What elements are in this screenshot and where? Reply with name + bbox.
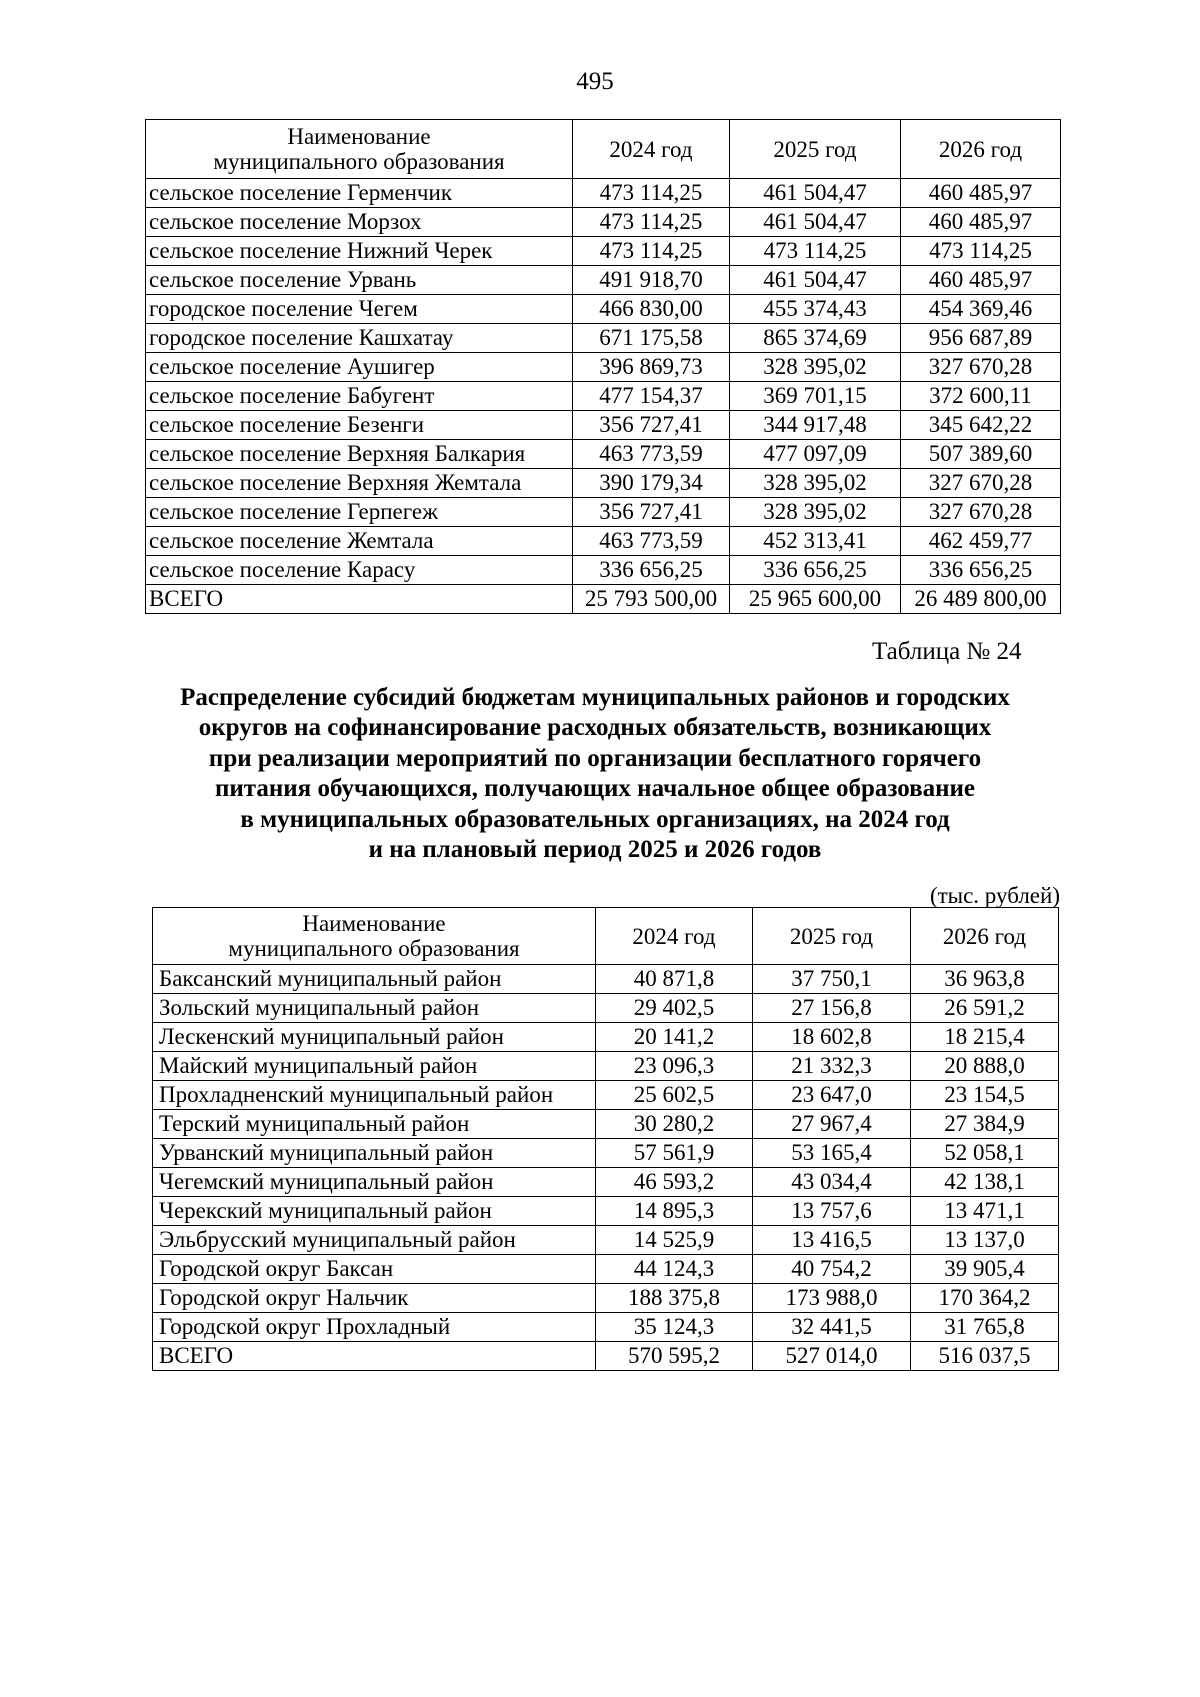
table-row	[153, 1226, 1059, 1255]
table-row	[146, 498, 1061, 527]
value-2025-cell: 328 395,02	[730, 353, 901, 382]
value-2024-cell: 671 175,58	[573, 324, 730, 353]
value-2025-cell: 461 504,47	[730, 208, 901, 237]
value-2026-cell: 462 459,77	[901, 527, 1061, 556]
value-2025-cell: 452 313,41	[730, 527, 901, 556]
table-row	[153, 965, 1059, 994]
table-row	[153, 1313, 1059, 1342]
value-2024-cell: 25 602,5	[596, 1081, 753, 1110]
municipality-cell: сельское поселение Карасу	[146, 556, 573, 585]
column-header-line: Наименование	[287, 124, 431, 149]
value-2024-cell: 356 727,41	[573, 411, 730, 440]
table-row	[146, 585, 1061, 614]
municipality-cell: Городской округ Прохладный	[153, 1313, 596, 1342]
value-2026-cell: 170 364,2	[911, 1284, 1059, 1313]
value-2024-cell: 473 114,25	[573, 208, 730, 237]
municipality-cell: Эльбрусский муниципальный район	[153, 1226, 596, 1255]
municipality-cell: Баксанский муниципальный район	[153, 965, 596, 994]
value-2024-cell: 463 773,59	[573, 440, 730, 469]
table-number-label: Таблица № 24	[872, 638, 1022, 665]
table-row	[153, 1255, 1059, 1284]
value-2024-cell: 477 154,37	[573, 382, 730, 411]
value-2024-cell: 473 114,25	[573, 179, 730, 208]
table-row	[146, 324, 1061, 353]
municipality-cell: сельское поселение Бабугент	[146, 382, 573, 411]
value-2026-cell: 27 384,9	[911, 1110, 1059, 1139]
value-2026-cell: 13 471,1	[911, 1197, 1059, 1226]
value-2026-cell: 473 114,25	[901, 237, 1061, 266]
municipality-cell: Лескенский муниципальный район	[153, 1023, 596, 1052]
table-row	[146, 556, 1061, 585]
value-2024-cell: 25 793 500,00	[573, 585, 730, 614]
municipality-cell: городское поселение Чегем	[146, 295, 573, 324]
municipality-cell: сельское поселение Урвань	[146, 266, 573, 295]
value-2026-cell: 42 138,1	[911, 1168, 1059, 1197]
column-header-line: Наименование	[302, 911, 446, 936]
value-2025-cell: 37 750,1	[753, 965, 911, 994]
value-2024-cell: 30 280,2	[596, 1110, 753, 1139]
value-2026-cell: 39 905,4	[911, 1255, 1059, 1284]
value-2026-cell: 20 888,0	[911, 1052, 1059, 1081]
value-2025-cell: 27 967,4	[753, 1110, 911, 1139]
value-2026-cell: 507 389,60	[901, 440, 1061, 469]
municipality-cell: Майский муниципальный район	[153, 1052, 596, 1081]
page-number: 495	[576, 68, 614, 95]
value-2025-cell: 473 114,25	[730, 237, 901, 266]
value-2026-cell: 327 670,28	[901, 353, 1061, 382]
column-header-2025: 2025 год	[753, 908, 911, 965]
municipality-cell: ВСЕГО	[153, 1342, 596, 1371]
table-title-line: и на плановый период 2025 и 2026 годов	[368, 836, 822, 864]
value-2025-cell: 455 374,43	[730, 295, 901, 324]
table-row	[153, 1023, 1059, 1052]
municipality-cell: сельское поселение Аушигер	[146, 353, 573, 382]
value-2024-cell: 356 727,41	[573, 498, 730, 527]
value-2025-cell: 53 165,4	[753, 1139, 911, 1168]
municipality-cell: Городской округ Нальчик	[153, 1284, 596, 1313]
value-2024-cell: 57 561,9	[596, 1139, 753, 1168]
value-2026-cell: 327 670,28	[901, 469, 1061, 498]
value-2024-cell: 188 375,8	[596, 1284, 753, 1313]
value-2026-cell: 454 369,46	[901, 295, 1061, 324]
table-row	[146, 237, 1061, 266]
value-2025-cell: 865 374,69	[730, 324, 901, 353]
value-2025-cell: 328 395,02	[730, 469, 901, 498]
value-2026-cell: 372 600,11	[901, 382, 1061, 411]
value-2026-cell: 460 485,97	[901, 208, 1061, 237]
value-2025-cell: 40 754,2	[753, 1255, 911, 1284]
value-2026-cell: 18 215,4	[911, 1023, 1059, 1052]
municipality-cell: сельское поселение Герменчик	[146, 179, 573, 208]
municipality-cell: Урванский муниципальный район	[153, 1139, 596, 1168]
value-2025-cell: 21 332,3	[753, 1052, 911, 1081]
table-title-line: при реализации мероприятий по организации бесплатного горячего	[208, 744, 982, 772]
municipality-cell: Терский муниципальный район	[153, 1110, 596, 1139]
value-2024-cell: 35 124,3	[596, 1313, 753, 1342]
column-header-2026: 2026 год	[911, 908, 1059, 965]
column-header-2026: 2026 год	[901, 120, 1061, 179]
municipality-cell: Городской округ Баксан	[153, 1255, 596, 1284]
value-2026-cell: 13 137,0	[911, 1226, 1059, 1255]
value-2025-cell: 527 014,0	[753, 1342, 911, 1371]
value-2025-cell: 461 504,47	[730, 179, 901, 208]
municipality-cell: сельское поселение Безенги	[146, 411, 573, 440]
value-2024-cell: 20 141,2	[596, 1023, 753, 1052]
distribution-table-continued	[145, 119, 1061, 614]
municipality-cell: сельское поселение Нижний Черек	[146, 237, 573, 266]
table-title	[140, 683, 1050, 865]
table-row	[153, 1284, 1059, 1313]
municipality-cell: ВСЕГО	[146, 585, 573, 614]
value-2025-cell: 32 441,5	[753, 1313, 911, 1342]
table-title-line: округов на софинансирование расходных обязательств, возникающих	[198, 714, 992, 742]
table-row	[146, 353, 1061, 382]
municipality-cell: городское поселение Кашхатау	[146, 324, 573, 353]
value-2026-cell: 23 154,5	[911, 1081, 1059, 1110]
table-row	[153, 1139, 1059, 1168]
table-header-row	[153, 908, 1059, 965]
subsidy-table	[152, 907, 1059, 1371]
column-header-municipality	[153, 908, 596, 965]
value-2024-cell: 473 114,25	[573, 237, 730, 266]
table-row	[153, 1110, 1059, 1139]
table-row	[153, 1342, 1059, 1371]
municipality-cell: сельское поселение Морзох	[146, 208, 573, 237]
column-header-2024: 2024 год	[596, 908, 753, 965]
value-2026-cell: 345 642,22	[901, 411, 1061, 440]
table-row	[146, 295, 1061, 324]
municipality-cell: сельское поселение Верхняя Балкария	[146, 440, 573, 469]
value-2026-cell: 52 058,1	[911, 1139, 1059, 1168]
value-2026-cell: 26 489 800,00	[901, 585, 1061, 614]
table-row	[153, 1052, 1059, 1081]
table-row	[146, 266, 1061, 295]
value-2025-cell: 344 917,48	[730, 411, 901, 440]
value-2024-cell: 14 525,9	[596, 1226, 753, 1255]
table-row	[146, 179, 1061, 208]
column-header-municipality	[146, 120, 573, 179]
value-2025-cell: 13 416,5	[753, 1226, 911, 1255]
value-2025-cell: 173 988,0	[753, 1284, 911, 1313]
column-header-2025: 2025 год	[730, 120, 901, 179]
table-row	[146, 527, 1061, 556]
value-2025-cell: 461 504,47	[730, 266, 901, 295]
table-row	[153, 1081, 1059, 1110]
value-2025-cell: 369 701,15	[730, 382, 901, 411]
table-row	[146, 382, 1061, 411]
value-2024-cell: 46 593,2	[596, 1168, 753, 1197]
municipality-cell: Чегемский муниципальный район	[153, 1168, 596, 1197]
value-2024-cell: 40 871,8	[596, 965, 753, 994]
table-title-line: питания обучающихся, получающих начальное общее образование	[214, 775, 976, 803]
value-2026-cell: 26 591,2	[911, 994, 1059, 1023]
table-row	[146, 208, 1061, 237]
value-2026-cell: 956 687,89	[901, 324, 1061, 353]
table-row	[153, 1197, 1059, 1226]
value-2025-cell: 25 965 600,00	[730, 585, 901, 614]
value-2026-cell: 327 670,28	[901, 498, 1061, 527]
value-2025-cell: 43 034,4	[753, 1168, 911, 1197]
table-header-row	[146, 120, 1061, 179]
column-header-line: муниципального образования	[228, 936, 520, 961]
value-2026-cell: 460 485,97	[901, 179, 1061, 208]
value-2026-cell: 516 037,5	[911, 1342, 1059, 1371]
table-row	[146, 469, 1061, 498]
municipality-cell: Прохладненский муниципальный район	[153, 1081, 596, 1110]
units-note: (тыс. рублей)	[929, 883, 1060, 908]
table-row	[146, 411, 1061, 440]
municipality-cell: Черекский муниципальный район	[153, 1197, 596, 1226]
table-row	[146, 440, 1061, 469]
value-2024-cell: 44 124,3	[596, 1255, 753, 1284]
value-2024-cell: 491 918,70	[573, 266, 730, 295]
value-2026-cell: 36 963,8	[911, 965, 1059, 994]
value-2025-cell: 13 757,6	[753, 1197, 911, 1226]
value-2024-cell: 23 096,3	[596, 1052, 753, 1081]
municipality-cell: сельское поселение Герпегеж	[146, 498, 573, 527]
column-header-line: муниципального образования	[213, 149, 505, 174]
value-2024-cell: 390 179,34	[573, 469, 730, 498]
municipality-cell: сельское поселение Верхняя Жемтала	[146, 469, 573, 498]
value-2024-cell: 466 830,00	[573, 295, 730, 324]
table-title-line: Распределение субсидий бюджетам муниципальных районов и городских	[180, 684, 1010, 711]
municipality-cell: Зольский муниципальный район	[153, 994, 596, 1023]
value-2025-cell: 336 656,25	[730, 556, 901, 585]
value-2026-cell: 460 485,97	[901, 266, 1061, 295]
value-2025-cell: 27 156,8	[753, 994, 911, 1023]
value-2025-cell: 328 395,02	[730, 498, 901, 527]
value-2024-cell: 336 656,25	[573, 556, 730, 585]
value-2024-cell: 14 895,3	[596, 1197, 753, 1226]
municipality-cell: сельское поселение Жемтала	[146, 527, 573, 556]
value-2025-cell: 18 602,8	[753, 1023, 911, 1052]
column-header-2024: 2024 год	[573, 120, 730, 179]
value-2026-cell: 31 765,8	[911, 1313, 1059, 1342]
value-2026-cell: 336 656,25	[901, 556, 1061, 585]
value-2024-cell: 463 773,59	[573, 527, 730, 556]
table-row	[153, 994, 1059, 1023]
table-title-line: в муниципальных образовательных организациях, на 2024 год	[240, 805, 950, 833]
value-2024-cell: 396 869,73	[573, 353, 730, 382]
value-2025-cell: 23 647,0	[753, 1081, 911, 1110]
table-row	[153, 1168, 1059, 1197]
value-2025-cell: 477 097,09	[730, 440, 901, 469]
value-2024-cell: 29 402,5	[596, 994, 753, 1023]
value-2024-cell: 570 595,2	[596, 1342, 753, 1371]
